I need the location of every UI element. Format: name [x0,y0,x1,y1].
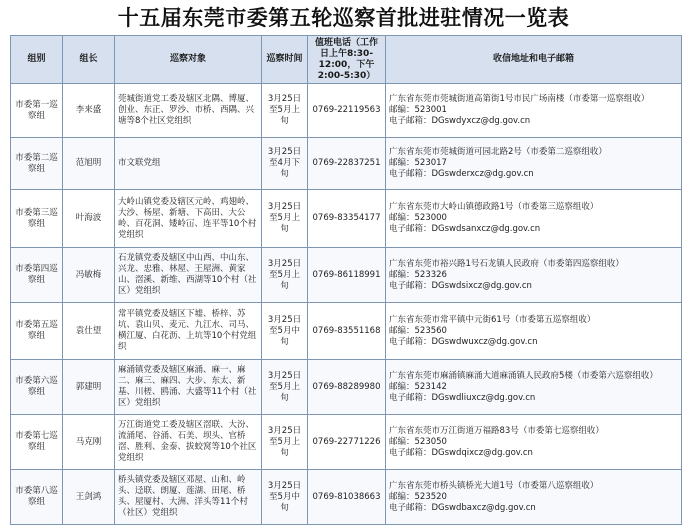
address-cell [386,190,682,248]
email-address: 电子邮箱：DGswdyxcz@dg.gov.cn [389,116,531,126]
inspection-table [10,35,682,525]
leader-cell: 郭建明 [63,360,115,415]
phone-cell: 0769-22119563 [308,84,386,138]
period-cell: 3月25日至5月上旬 [262,190,308,248]
group-cell: 市委第五巡察组 [11,303,63,360]
email-address: 电子邮箱：DGswderxcz@dg.gov.cn [389,169,534,179]
phone-cell: 0769-22771226 [308,415,386,470]
header-address: 收信地址和电子邮箱 [386,36,682,84]
group-cell: 市委第六巡察组 [11,360,63,415]
postcode: 邮编：523520 [389,491,447,502]
address-cell [386,303,682,360]
table-row [11,190,682,248]
table-row [11,360,682,415]
phone-cell: 0769-83354177 [308,190,386,248]
email-address: 电子邮箱：DGswdsanxcz@dg.gov.cn [389,224,541,234]
table-row [11,470,682,525]
postcode: 邮编：523326 [389,269,447,280]
target-cell: 常平镇党委及辖区下墟、桥梓、苏坑、袁山贝、麦元、九江水、司马、横江厦、白花沥、上坑等10个村党组织 [115,303,262,360]
leader-cell: 王剑鸿 [63,470,115,525]
postcode: 邮编：523001 [389,105,447,115]
postal-address: 广东省东莞市裕兴路1号石龙镇人民政府（市委第四巡察组收） [389,258,624,269]
target-cell: 麻涌镇党委及辖区麻涌、麻一、麻二、麻三、麻四、大步、东太、新基、川槎、鸥涌、大盛等11个村（社区）党组织 [115,360,262,415]
table-row [11,84,682,138]
phone-cell: 0769-86118991 [308,248,386,303]
header-target: 巡察对象 [115,36,262,84]
postal-address: 广东省东莞市大岭山镇德政路1号（市委第三巡察组收） [389,202,599,212]
postal-address: 广东省东莞市麻涌镇麻涌大道麻涌镇人民政府5楼（市委第六巡察组收） [389,370,658,381]
group-cell: 市委第二巡察组 [11,138,63,190]
group-cell: 市委第三巡察组 [11,190,63,248]
period-cell: 3月25日至4月下旬 [262,138,308,190]
table-row [11,138,682,190]
table-row [11,248,682,303]
postal-address: 广东省东莞市桥头镇桥光大道1号（市委第八巡察组收） [389,480,599,491]
group-cell: 市委第一巡察组 [11,84,63,138]
address-cell [386,360,682,415]
period-cell: 3月25日至5月上旬 [262,248,308,303]
address-cell [386,415,682,470]
leader-cell: 叶海波 [63,190,115,248]
header-group: 组别 [11,36,63,84]
group-cell: 市委第八巡察组 [11,470,63,525]
period-cell: 3月25日至5月中旬 [262,303,308,360]
period-cell: 3月25日至5月中旬 [262,470,308,525]
postal-address: 广东省东莞市常平镇中元街61号（市委第五巡察组收） [389,314,596,325]
address-cell [386,84,682,138]
header-leader: 组长 [63,36,115,84]
address-cell [386,470,682,525]
email-address: 电子邮箱：DGswdliuxcz@dg.gov.cn [389,392,536,403]
email-address: 电子邮箱：DGswdqixcz@dg.gov.cn [389,447,533,458]
target-cell: 莞城街道党工委及辖区北隅、博厦、创业、东正、罗沙、市桥、西隅、兴塘等8个社区党组织 [115,84,262,138]
phone-cell: 0769-81038663 [308,470,386,525]
postal-address: 广东省东莞市万江街道万福路83号（市委第七巡察组收） [389,425,604,436]
postcode: 邮编：523560 [389,325,447,336]
header-period: 巡察时间 [262,36,308,84]
phone-cell: 0769-83551168 [308,303,386,360]
table-row [11,415,682,470]
leader-cell: 冯敏梅 [63,248,115,303]
target-cell: 石龙镇党委及辖区中山西、中山东、兴龙、忠雅、林屋、王屋洲、黄家山、滘溪、新维、西湖等10个村（社区）党组织 [115,248,262,303]
email-address: 电子邮箱：DGswdbaxcz@dg.gov.cn [389,502,536,513]
postal-address: 广东省东莞市莞城街道高第街1号市民广场南楼（市委第一巡察组收） [389,94,650,104]
period-cell: 3月25日至5月上旬 [262,84,308,138]
group-cell: 市委第四巡察组 [11,248,63,303]
page-title: 十五届东莞市委第五轮巡察首批进驻情况一览表 [117,5,570,30]
postcode: 邮编：523000 [389,213,447,223]
leader-cell: 马克刚 [63,415,115,470]
table-row [11,303,682,360]
target-cell: 桥头镇党委及辖区邓屋、山和、岭头、迳联、朗厦、莲湖、田尾、桥头、屋厦村、大洲、洋头等11个村（社区）党组织 [115,470,262,525]
address-cell [386,248,682,303]
target-cell: 万江街道党工委及辖区滘联、大汾、流涌尾、谷涌、石美、坝头、官桥滘、胜利、金泰、拔蛟窝等10个社区党组织 [115,415,262,470]
email-address: 电子邮箱：DGswdsixcz@dg.gov.cn [389,280,532,291]
header-row [11,36,682,84]
phone-cell: 0769-22837251 [308,138,386,190]
period-cell: 3月25日至5月上旬 [262,415,308,470]
leader-cell: 范旭明 [63,138,115,190]
postcode: 邮编：523017 [389,158,447,168]
header-phone: 值班电话（工作日上午8:30-12:00，下午2:00-5:30） [308,36,386,84]
leader-cell: 李来盛 [63,84,115,138]
email-address: 电子邮箱：DGswdwuxcz@dg.gov.cn [389,336,538,347]
leader-cell: 袁仕望 [63,303,115,360]
postcode: 邮编：523050 [389,436,447,447]
target-cell: 大岭山镇党委及辖区元岭、鸡翅岭、大沙、杨屋、新塘、下高田、大公岭、百花洞、矮岭冚、连平等10个村党组织 [115,190,262,248]
address-cell [386,138,682,190]
phone-cell: 0769-88289980 [308,360,386,415]
group-cell: 市委第七巡察组 [11,415,63,470]
postal-address: 广东省东莞市莞城街道可园北路2号（市委第二巡察组收） [389,147,607,157]
postcode: 邮编：523142 [389,381,447,392]
period-cell: 3月25日至5月上旬 [262,360,308,415]
target-cell: 市文联党组 [115,138,262,190]
